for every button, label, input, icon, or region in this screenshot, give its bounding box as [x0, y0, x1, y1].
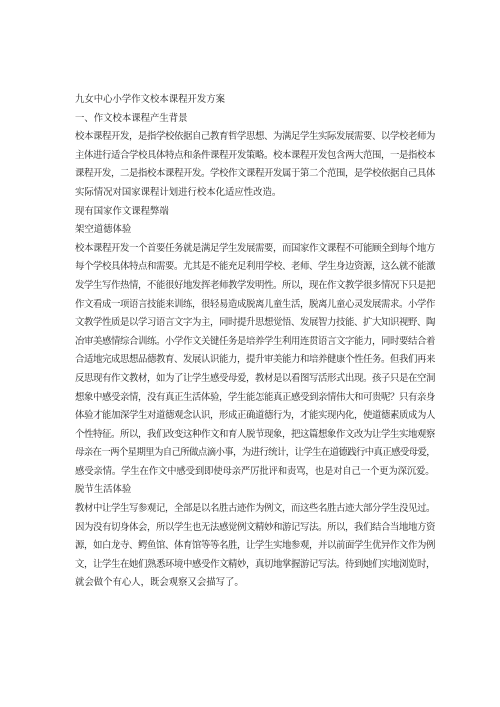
section-heading: 现有国家作文课程弊端 [75, 205, 169, 217]
text-line: 校本课程开发，是指学校依据自己教育哲学思想、为满足学生实际发展需要、以学校老师为 [75, 131, 435, 143]
paragraph [75, 240, 435, 482]
text-line: 作文看成一项语言技能来训练，很轻易造成脱离儿童生活，脱离儿童心灵发展需求。小学作 [75, 298, 435, 310]
text-line: 教材中让学生写参观记，全部是以名胜古迹作为例文，而这些名胜古迹大部分学生没见过。 [75, 503, 435, 515]
document-title: 九女中心小学作文校本课程开发方案 [75, 94, 226, 105]
text-line: 感受亲情。学生在作文中感受到即使母亲严厉批评和责骂，也是对自己一个更为深沉爱。 [75, 465, 435, 477]
text-line: 因为没有切身体会，所以学生也无法感觉例文精妙和游记写法。所以，我们结合当地地方资 [75, 521, 435, 533]
section-heading: 脱节生活体验 [75, 484, 132, 496]
section-heading: 一、作文校本课程产生背景 [75, 112, 188, 124]
text-line: 文教学性质是以学习语言文字为主，同时提升思想觉悟、发展智力技能、扩大知识视野、陶 [75, 317, 435, 329]
text-line: 每个学校具体特点和需要。尤其是不能充足利用学校、老师、学生身边资源，这么就不能激 [75, 261, 435, 273]
text-line: 文，让学生在她们熟悉环境中感受作文精妙，真切地掌握游记写法。待到她们实地浏览时， [75, 558, 435, 570]
text-line: 课程开发，二是指校本课程开发。学校作文课程开发属于第二个范围，是学校依据自己具体 [75, 168, 435, 180]
paragraph [75, 128, 435, 202]
text-line: 实际情况对国家课程计划进行校本化适应性改造。 [75, 186, 282, 198]
text-line: 想象中感受亲情，没有真正生活体验，学生能怎能真正感受到亲情伟大和可贵呢？只有亲身 [75, 391, 435, 403]
text-line: 源，如白龙寺、鳄鱼馆、体育馆等等名胜，让学生实地参观，并以前面学生优异作文作为例 [75, 540, 435, 552]
paragraph [75, 500, 435, 593]
section-heading: 架空道德体验 [75, 224, 132, 236]
text-line: 母亲在一两个星期里为自己所做点滴小事，为进行统计，让学生在道德践行中真正感受母爱， [75, 447, 435, 459]
document-body [75, 91, 435, 593]
text-line: 冶审美感情综合训练。小学作文关键任务是培养学生利用连贯语言文字能力，同时要结合着 [75, 335, 435, 347]
text-line: 合适地完成思想品德教育、发展认识能力，提升审美能力和培养健康个性任务。但我们再来 [75, 354, 435, 366]
text-line: 个性特征。所以，我们改变这种作文和育人脱节现象，把这篇想象作文改为让学生实地观察 [75, 428, 435, 440]
text-line: 校本课程开发一个首要任务就是满足学生发展需要，而国家作文课程不可能顾全到每个地方 [75, 242, 435, 254]
text-line: 发学生写作热情，不能很好地发挥老师教学发明性。所以，现在作文教学很多情况下只是把 [75, 279, 435, 291]
text-line: 体验才能加深学生对道德观念认识，形成正确道德行为，才能实现内化，使道德素质成为人 [75, 410, 435, 422]
text-line: 主体进行适合学校具体特点和条件课程开发策略。校本课程开发包含两大范围，一是指校本 [75, 149, 435, 161]
text-line: 反思现有作文教材，如为了让学生感受母爱，教材是以看图写活形式出现。孩子只是在空洞 [75, 372, 435, 384]
text-line: 就会做个有心人，既会观察又会描写了。 [75, 577, 244, 589]
